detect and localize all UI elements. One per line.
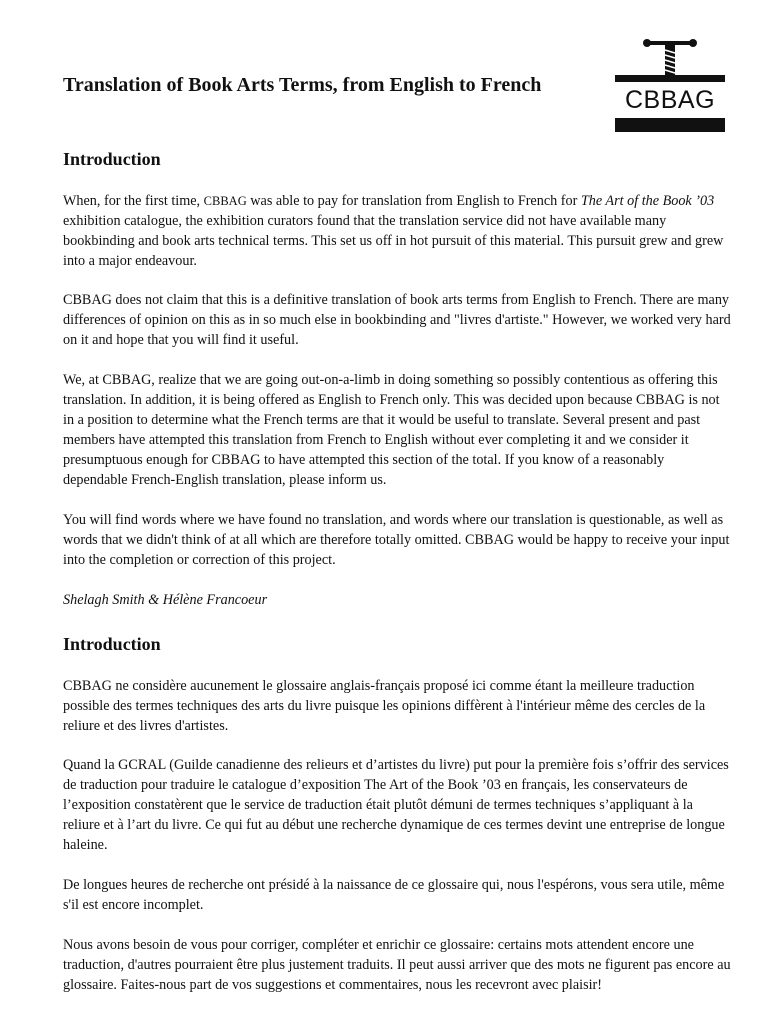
english-paragraph-2: CBBAG does not claim that this is a definitive translation of book arts terms from English to French. There are many differences of opinion on this as in so much else in bookbinding and "livres d'artiste." However, we worked very hard on it and hope that you will find it useful. xyxy=(63,292,731,348)
french-intro-heading: Introduction xyxy=(63,634,161,654)
french-paragraph-1: CBBAG ne considère aucunement le glossaire anglais-français proposé ici comme étant la meilleure traduction possible des termes techniques des arts du livre puisque les opinions diffèrent à l'intérieur même des cercles de la reliure et des livres d'artistes. xyxy=(63,678,706,734)
french-paragraph-3: De longues heures de recherche ont présidé à la naissance de ce glossaire qui, nous l'espérons, vous sera utile, même s'il est encore incomplet. xyxy=(63,877,725,913)
text-segment: When, for the first time, xyxy=(63,193,201,209)
english-paragraph-3: We, at CBBAG, realize that we are going out-on-a-limb in doing something so possibly contentious as offering this translation. In addition, it is being offered as English to French only. This was decided upon because CBBAG is not in a position to determine what the French terms are that it would be useful to translate. Several present and past members have attempted this translation from French to English without ever completing it and we consider it presumptuous enough for CBBAG to have attempted this section of the total. If you know of a reasonably dependable French-English translation, please inform us. xyxy=(63,372,720,488)
cbbag-logo xyxy=(615,36,725,132)
work-title: The Art of the Book ’03 xyxy=(580,193,715,209)
english-paragraph-4: You will find words where we have found no translation, and words where our translation is questionable, as well as words that we didn't think of at all which are therefore totally omitted. CBBAG would be happy to receive your input into the completion or correction of this project. xyxy=(63,512,730,568)
text-segment: was able to pay for translation from English to French for xyxy=(250,193,578,209)
french-paragraph-4: Nous avons besoin de vous pour corriger, compléter et enrichir ce glossaire: certains mots attendent encore une traduction, d'autres pourraient être plus justement traduits. Il peut aussi arriver que des mots ne figurent pas encore au glossaire. Faites-nous part de vos suggestions et commentaires, nous les recevront avec plaisir! xyxy=(63,937,731,993)
book-press-icon xyxy=(615,36,725,132)
organization-name: CBBAG xyxy=(203,194,247,208)
english-intro-heading: Introduction xyxy=(63,149,161,169)
signature: Shelagh Smith & Hélène Francoeur xyxy=(63,592,268,608)
logo-text: CBBAG xyxy=(624,86,716,114)
english-paragraph-1 xyxy=(63,191,731,271)
document-title: Translation of Book Arts Terms, from English to French xyxy=(63,74,542,96)
french-paragraph-2: Quand la GCRAL (Guilde canadienne des relieurs et d’artistes du livre) put pour la première fois s’offrir des services de traduction pour traduire le catalogue d’exposition The Art of the Book ’03 en français, les conservateurs de l’exposition constatèrent que le service de traduction était plutôt démuni de termes techniques s’appliquant à la reliure et à l’art du livre. Ce qui fut au début une recherche dynamique de ces termes devint une entreprise de longue haleine. xyxy=(63,757,729,853)
text-segment: exhibition catalogue, the exhibition curators found that the translation service did not have available many bookbinding and book arts technical terms. This set us off in hot pursuit of this material. This pursuit grew and grew into a major endeavour. xyxy=(63,213,724,269)
